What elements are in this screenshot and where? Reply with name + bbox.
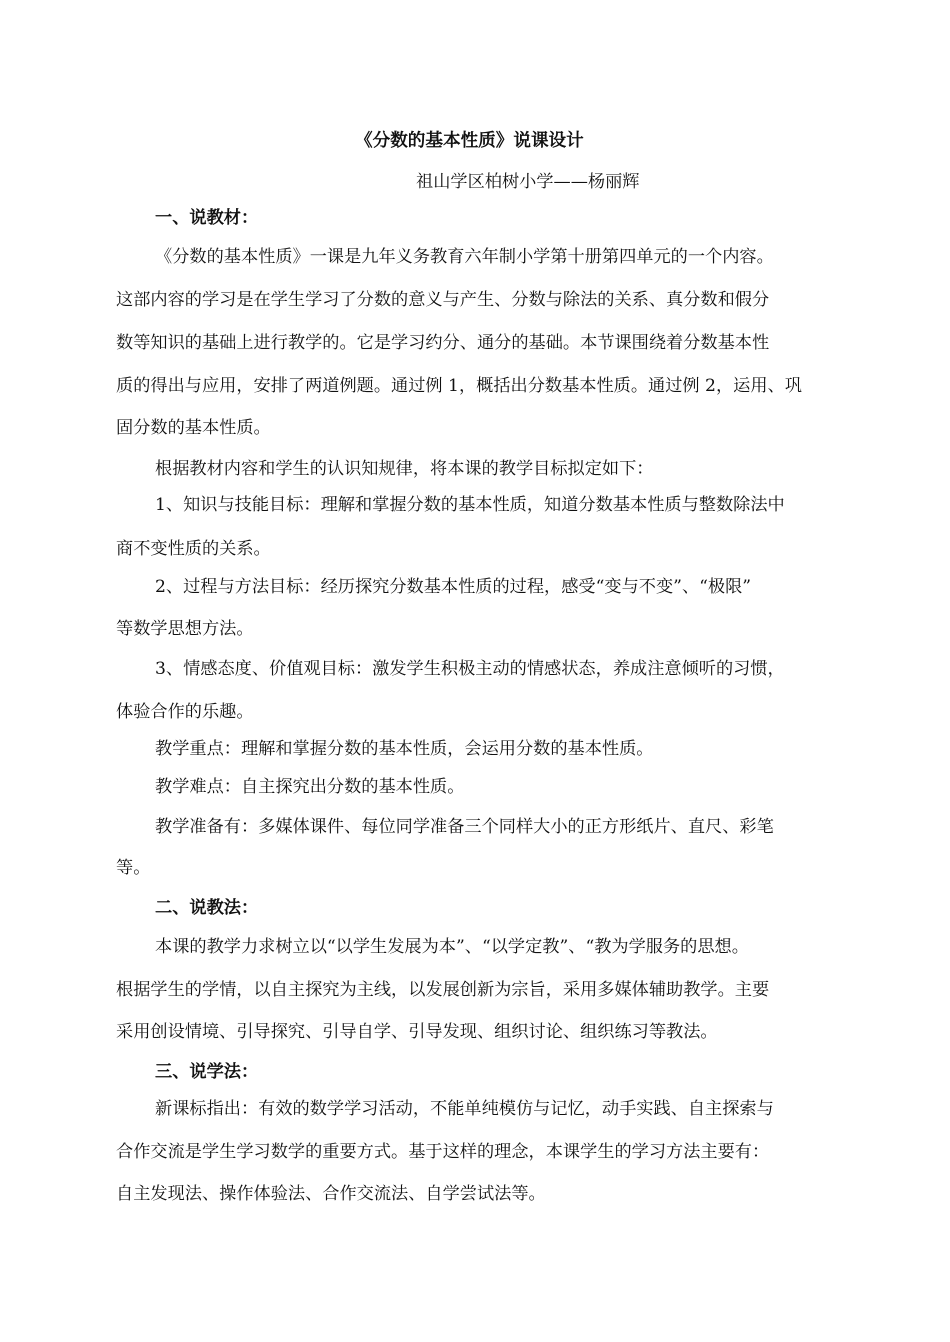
paragraph-line: 质的得出与应用，安排了两道例题。通过例 1，概括出分数基本性质。通过例 2，运用、巩 (116, 376, 802, 396)
paragraph-line: 根据学生的学情，以自主探究为主线，以发展创新为宗旨，采用多媒体辅助教学。主要 (116, 980, 770, 1000)
paragraph-line: 等数学思想方法。 (116, 619, 254, 639)
paragraph-line: 采用创设情境、引导探究、引导自学、引导发现、组织讨论、组织练习等教法。 (116, 1022, 718, 1042)
paragraph-line: 本课的教学力求树立以“以学生发展为本”、“以学定教”、“教为学服务的思想。 (155, 937, 749, 957)
paragraph-line: 固分数的基本性质。 (116, 418, 271, 438)
paragraph-line: 合作交流是学生学习数学的重要方式。基于这样的理念，本课学生的学习方法主要有： (116, 1142, 770, 1162)
paragraph-line: 《分数的基本性质》一课是九年义务教育六年制小学第十册第四单元的一个内容。 (155, 247, 774, 267)
paragraph-line: 自主发现法、操作体验法、合作交流法、自学尝试法等。 (116, 1184, 546, 1204)
paragraph-line: 体验合作的乐趣。 (116, 702, 254, 722)
paragraph-line: 数等知识的基础上进行教学的。它是学习约分、通分的基础。本节课围绕着分数基本性 (116, 333, 770, 353)
objective-process: 2、过程与方法目标：经历探究分数基本性质的过程，感受“变与不变”、“极限” (155, 577, 752, 597)
paragraph-line: 根据教材内容和学生的认识知规律，将本课的教学目标拟定如下： (155, 459, 654, 479)
objective-knowledge: 1、知识与技能目标：理解和掌握分数的基本性质，知道分数基本性质与整数除法中 (155, 495, 785, 515)
section-heading-teaching-material: 一、说教材： (155, 208, 259, 228)
paragraph-line: 新课标指出：有效的数学学习活动，不能单纯模仿与记忆，动手实践、自主探索与 (155, 1099, 774, 1119)
objective-attitude: 3、情感态度、价值观目标：激发学生积极主动的情感状态，养成注意倾听的习惯， (155, 659, 785, 679)
section-heading-learning-method: 三、说学法： (155, 1062, 259, 1082)
teaching-focus: 教学重点：理解和掌握分数的基本性质，会运用分数的基本性质。 (155, 739, 654, 759)
document-title: 《分数的基本性质》说课设计 (355, 130, 584, 151)
paragraph-line: 等。 (116, 858, 151, 878)
paragraph-line: 商不变性质的关系。 (116, 539, 271, 559)
section-heading-teaching-method: 二、说教法： (155, 898, 259, 918)
paragraph-line: 这部内容的学习是在学生学习了分数的意义与产生、分数与除法的关系、真分数和假分 (116, 290, 770, 310)
teaching-preparation: 教学准备有：多媒体课件、每位同学准备三个同样大小的正方形纸片、直尺、彩笔 (155, 817, 774, 837)
teaching-difficulty: 教学难点：自主探究出分数的基本性质。 (155, 777, 465, 797)
author-line: 祖山学区柏树小学——杨丽辉 (416, 172, 640, 192)
